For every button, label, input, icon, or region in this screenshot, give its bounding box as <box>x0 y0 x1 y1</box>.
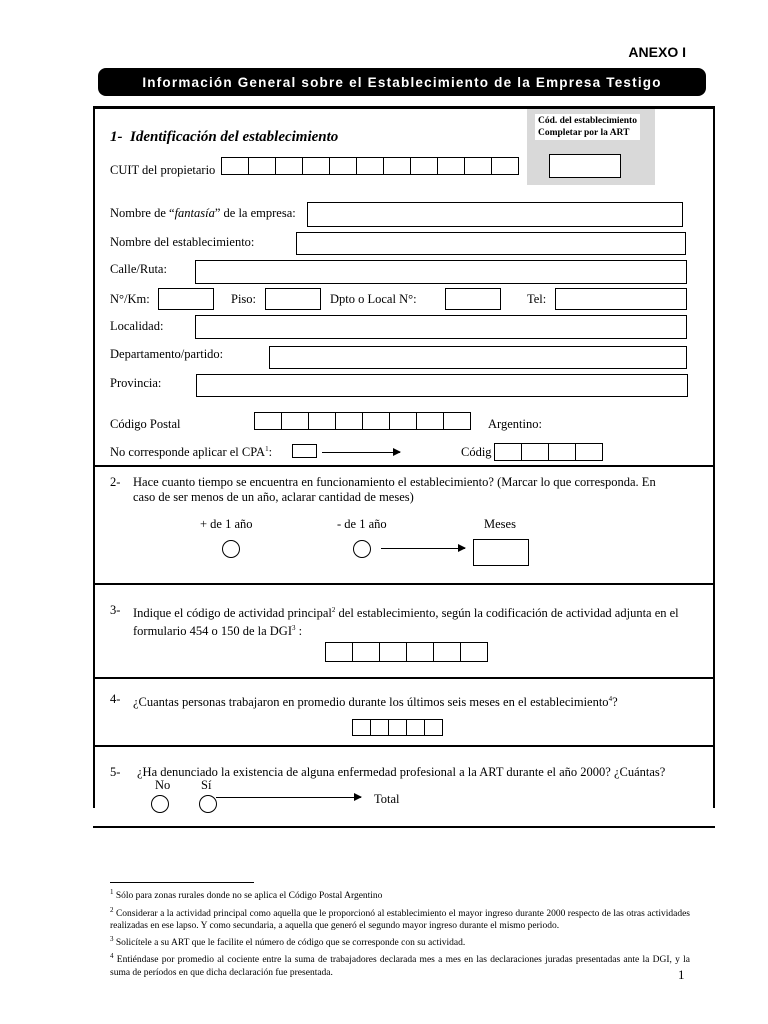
months-arrow <box>381 548 465 549</box>
section4-question-text: ¿Cuantas personas trabajaron en promedio durante los últimos seis meses en el establecimiento <box>133 695 609 710</box>
workers-count-cells[interactable] <box>352 719 442 737</box>
less-than-year-radio[interactable] <box>353 540 371 558</box>
postal-code-cells[interactable] <box>254 412 470 430</box>
code-panel-line1: Cód. del establecimiento <box>538 116 637 126</box>
footnote-1-text: Sólo para zonas rurales donde no se aplica el Código Postal Argentino <box>115 891 383 902</box>
department-input[interactable] <box>269 346 687 369</box>
apartment-label: Dpto o Local N°: <box>330 292 417 306</box>
apartment-input[interactable] <box>445 288 501 310</box>
locality-input[interactable] <box>195 315 687 339</box>
cpa-footnote-ref: 1 <box>265 445 269 453</box>
number-km-label: N°/Km: <box>110 292 150 306</box>
cpa-arrow <box>322 452 400 453</box>
annex-label: ANEXO I <box>628 44 686 60</box>
page-number: 1 <box>678 967 685 982</box>
section3-q-part2: del establecimiento, según la codificación de actividad adjunta en el formulario 454 o 150 de la DGI <box>133 606 679 639</box>
form-title: Información General sobre el Establecimiento de la Empresa Testigo <box>142 74 662 90</box>
si-radio[interactable] <box>199 795 217 813</box>
total-label: Total <box>374 792 400 806</box>
section3-footnote-ref-3: 3 <box>292 624 296 633</box>
option-less-label: - de 1 año <box>337 517 387 531</box>
province-label: Provincia: <box>110 376 162 390</box>
footnote-2-number: 2 <box>110 906 114 915</box>
cuit-cells[interactable] <box>221 157 518 175</box>
section1-title <box>110 129 338 146</box>
more-than-year-radio[interactable] <box>222 540 240 558</box>
form-title-banner <box>98 68 706 96</box>
footnote-4 <box>110 950 690 978</box>
codigo-label: Códig <box>461 445 492 459</box>
fantasia-label-post: ” de la empresa: <box>214 206 296 220</box>
code-panel-line2: Completar por la ART <box>538 128 630 138</box>
option-more-label: + de 1 año <box>200 517 253 531</box>
footnote-3-number: 3 <box>110 935 114 944</box>
divider-2 <box>93 583 715 585</box>
cpa-label-colon: : <box>268 445 273 460</box>
activity-code-cells[interactable] <box>325 642 487 662</box>
footnote-4-text: Entiéndase por promedio al cociente entre la suma de trabajadores declarada mes a mes en las declaraciones juradas presentadas ante la DGI, y la suma de períodos en que dicha declaración fue presentada. <box>110 955 690 978</box>
no-label: No <box>155 778 171 792</box>
section5-number: 5- <box>110 765 121 779</box>
cpa-label <box>110 445 272 460</box>
section2-question: Hace cuanto tiempo se encuentra en funcionamiento el establecimiento? (Marcar lo que corresponda. En caso de ser menos de un año, aclarar cantidad de meses) <box>133 475 656 504</box>
footnote-1-number: 1 <box>110 888 114 896</box>
section4-question-end: ? <box>612 695 618 710</box>
floor-label: Piso: <box>231 292 257 306</box>
cpa-label-text: No corresponde aplicar el CPA <box>110 445 266 460</box>
section3-q-part1: Indique el código de actividad principal <box>133 606 332 621</box>
months-input[interactable] <box>473 539 529 566</box>
code-panel-note <box>535 114 640 140</box>
floor-input[interactable] <box>265 288 321 310</box>
establishment-name-label: Nombre del establecimiento: <box>110 235 255 249</box>
section3-footnote-ref-2: 2 <box>331 606 336 614</box>
section1-number: 1- <box>110 129 123 145</box>
number-km-input[interactable] <box>158 288 214 310</box>
establishment-code-panel <box>527 109 655 185</box>
street-label: Calle/Ruta: <box>110 262 167 276</box>
section4-footnote-ref: 4 <box>608 695 613 703</box>
section3-question <box>133 603 689 639</box>
fantasia-name-input[interactable] <box>307 202 683 227</box>
fantasia-label <box>110 206 296 221</box>
section5-question: ¿Ha denunciado la existencia de alguna enfermedad profesional a la ART durante el año 2000? ¿Cuántas? <box>137 765 666 779</box>
province-input[interactable] <box>196 374 688 397</box>
footnote-4-number: 4 <box>110 952 114 961</box>
footnotes <box>110 886 690 979</box>
footnote-separator <box>110 882 254 883</box>
establishment-name-input[interactable] <box>296 232 686 255</box>
months-label: Meses <box>484 517 516 531</box>
footnote-2 <box>110 904 690 932</box>
section1-heading: Identificación del establecimiento <box>130 129 339 145</box>
phone-label: Tel: <box>527 292 547 306</box>
divider-3 <box>93 677 715 679</box>
total-arrow <box>216 797 361 798</box>
establishment-code-input[interactable] <box>549 154 621 178</box>
divider-1 <box>93 465 715 467</box>
section3-q-part3: : <box>295 624 303 639</box>
postal-code-label: Código Postal <box>110 417 181 431</box>
fantasia-label-em: fantasía <box>174 206 215 220</box>
section4-question <box>133 692 618 710</box>
footnote-2-text: Considerar a la actividad principal como aquella que le proporcionó al establecimiento el mayor ingreso durante 2000 respecto de las otras actividades realizadas en ese lapso. Y como secundaria, a aquella que generó el segundo mayor ingreso durante el mismo periodo. <box>110 909 691 932</box>
cuit-label: CUIT del propietario <box>110 163 216 177</box>
cpa-checkbox[interactable] <box>292 444 317 458</box>
footnote-3 <box>110 933 690 949</box>
section2-number: 2- <box>110 475 121 489</box>
phone-input[interactable] <box>555 288 687 310</box>
codigo-cells[interactable] <box>494 443 602 461</box>
fantasia-label-pre: Nombre de “ <box>110 206 175 220</box>
bottom-rule <box>93 826 715 828</box>
department-label: Departamento/partido: <box>110 347 224 361</box>
locality-label: Localidad: <box>110 319 164 333</box>
section3-number: 3- <box>110 603 121 617</box>
no-radio[interactable] <box>151 795 169 813</box>
section4-number: 4- <box>110 692 121 706</box>
footnote-1 <box>110 886 690 902</box>
street-input[interactable] <box>195 260 687 284</box>
argentino-label: Argentino: <box>488 417 542 431</box>
divider-4 <box>93 745 715 747</box>
si-label: Sí <box>201 778 212 792</box>
footnote-3-text: Solicítele a su ART que le facilite el número de código que se corresponde con su actividad. <box>115 938 466 949</box>
